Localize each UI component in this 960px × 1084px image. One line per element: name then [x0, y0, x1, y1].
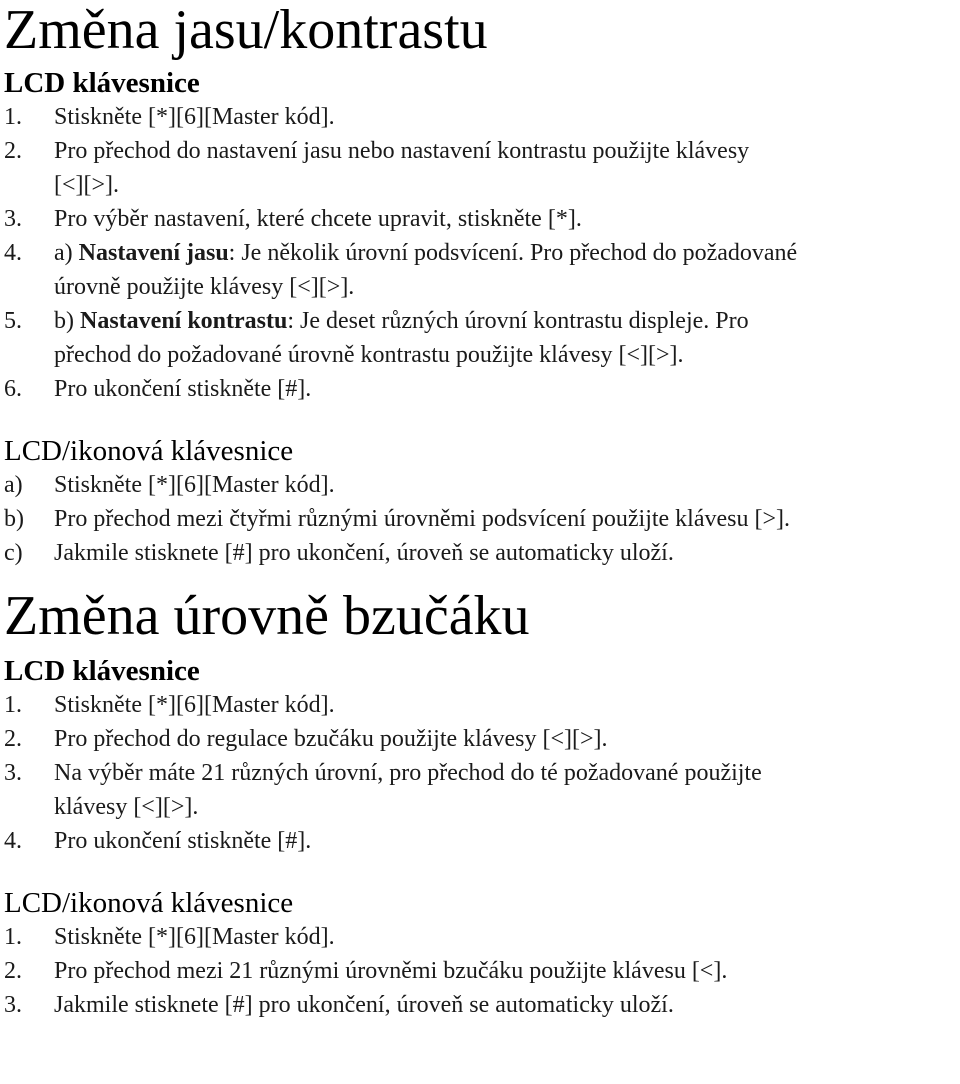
step-number: 4.: [4, 240, 22, 266]
step-number: b): [4, 506, 24, 532]
subheading-lcd-keypad: LCD klávesnice: [4, 67, 200, 99]
step-text: Pro ukončení stiskněte [#].: [54, 828, 312, 854]
step-number: 1.: [4, 104, 22, 130]
steps-list-buzzer-icon: [4, 920, 960, 1022]
step-number: 6.: [4, 376, 22, 402]
steps-list-buzzer-lcd: [4, 688, 960, 858]
step-number: a): [4, 472, 23, 498]
list-item: [4, 304, 960, 372]
step-number: 2.: [4, 138, 22, 164]
step-text-continuation: přechod do požadované úrovně kontrastu použijte klávesy [<][>].: [54, 342, 684, 368]
list-item: [4, 954, 960, 988]
list-item: [4, 920, 960, 954]
step-text: Pro přechod do regulace bzučáku použijte klávesy [<][>].: [54, 726, 608, 752]
step-text: Na výběr máte 21 různých úrovní, pro přechod do té požadované použijte: [54, 760, 762, 786]
subheading-lcd-icon-keypad: LCD/ikonová klávesnice: [4, 887, 294, 919]
step-text: Jakmile stisknete [#] pro ukončení, úroveň se automaticky uloží.: [54, 992, 674, 1018]
list-item: [4, 988, 960, 1022]
step-text: [54, 304, 960, 338]
step-text-continuation: klávesy [<][>].: [54, 794, 199, 820]
step-number: 2.: [4, 958, 22, 984]
step-text: Pro přechod mezi čtyřmi různými úrovněmi podsvícení použijte klávesu [>].: [54, 506, 791, 532]
list-item: [4, 722, 960, 756]
step-text: Pro ukončení stiskněte [#].: [54, 376, 312, 402]
step-number: 3.: [4, 992, 22, 1018]
step-number: 3.: [4, 760, 22, 786]
step-rest: : Je několik úrovní podsvícení. Pro přechod do požadované: [228, 240, 798, 266]
step-text: Pro přechod mezi 21 různými úrovněmi bzučáku použijte klávesu [<].: [54, 958, 728, 984]
step-number: 2.: [4, 726, 22, 752]
step-text: Stiskněte [*][6][Master kód].: [54, 472, 335, 498]
steps-list-brightness-lcd: [4, 100, 960, 406]
subheading-lcd-icon-keypad: LCD/ikonová klávesnice: [4, 435, 294, 467]
step-prefix: b): [54, 308, 80, 334]
list-item: [4, 824, 960, 858]
step-rest: : Je deset různých úrovní kontrastu displeje. Pro: [287, 308, 749, 334]
steps-list-brightness-icon: [4, 468, 960, 570]
list-item: [4, 134, 960, 202]
step-number: 3.: [4, 206, 22, 232]
step-number: c): [4, 540, 23, 566]
list-item: [4, 236, 960, 304]
step-text: Stiskněte [*][6][Master kód].: [54, 104, 335, 130]
section-title-brightness-contrast: Změna jasu/kontrastu: [4, 0, 488, 61]
term-brightness-setting: Nastavení jasu: [78, 240, 229, 266]
list-item: [4, 100, 960, 134]
step-text: Pro přechod do nastavení jasu nebo nastavení kontrastu použijte klávesy: [54, 138, 750, 164]
step-text: Stiskněte [*][6][Master kód].: [54, 924, 335, 950]
step-text: Pro výběr nastavení, které chcete upravit, stiskněte [*].: [54, 206, 582, 232]
step-text: Jakmile stisknete [#] pro ukončení, úroveň se automaticky uloží.: [54, 540, 674, 566]
step-text-continuation: [<][>].: [54, 172, 120, 198]
list-item: [4, 502, 960, 536]
step-number: 1.: [4, 692, 22, 718]
list-item: [4, 536, 960, 570]
section-title-buzzer-level: Změna úrovně bzučáku: [4, 585, 530, 647]
step-number: 1.: [4, 924, 22, 950]
list-item: [4, 202, 960, 236]
list-item: [4, 756, 960, 824]
list-item: [4, 372, 960, 406]
step-number: 5.: [4, 308, 22, 334]
term-contrast-setting: Nastavení kontrastu: [80, 308, 288, 334]
step-prefix: a): [54, 240, 79, 266]
step-text-continuation: úrovně použijte klávesy [<][>].: [54, 274, 355, 300]
list-item: [4, 468, 960, 502]
step-text: Stiskněte [*][6][Master kód].: [54, 692, 335, 718]
step-text: [54, 236, 960, 270]
step-number: 4.: [4, 828, 22, 854]
list-item: [4, 688, 960, 722]
subheading-lcd-keypad: LCD klávesnice: [4, 655, 200, 687]
